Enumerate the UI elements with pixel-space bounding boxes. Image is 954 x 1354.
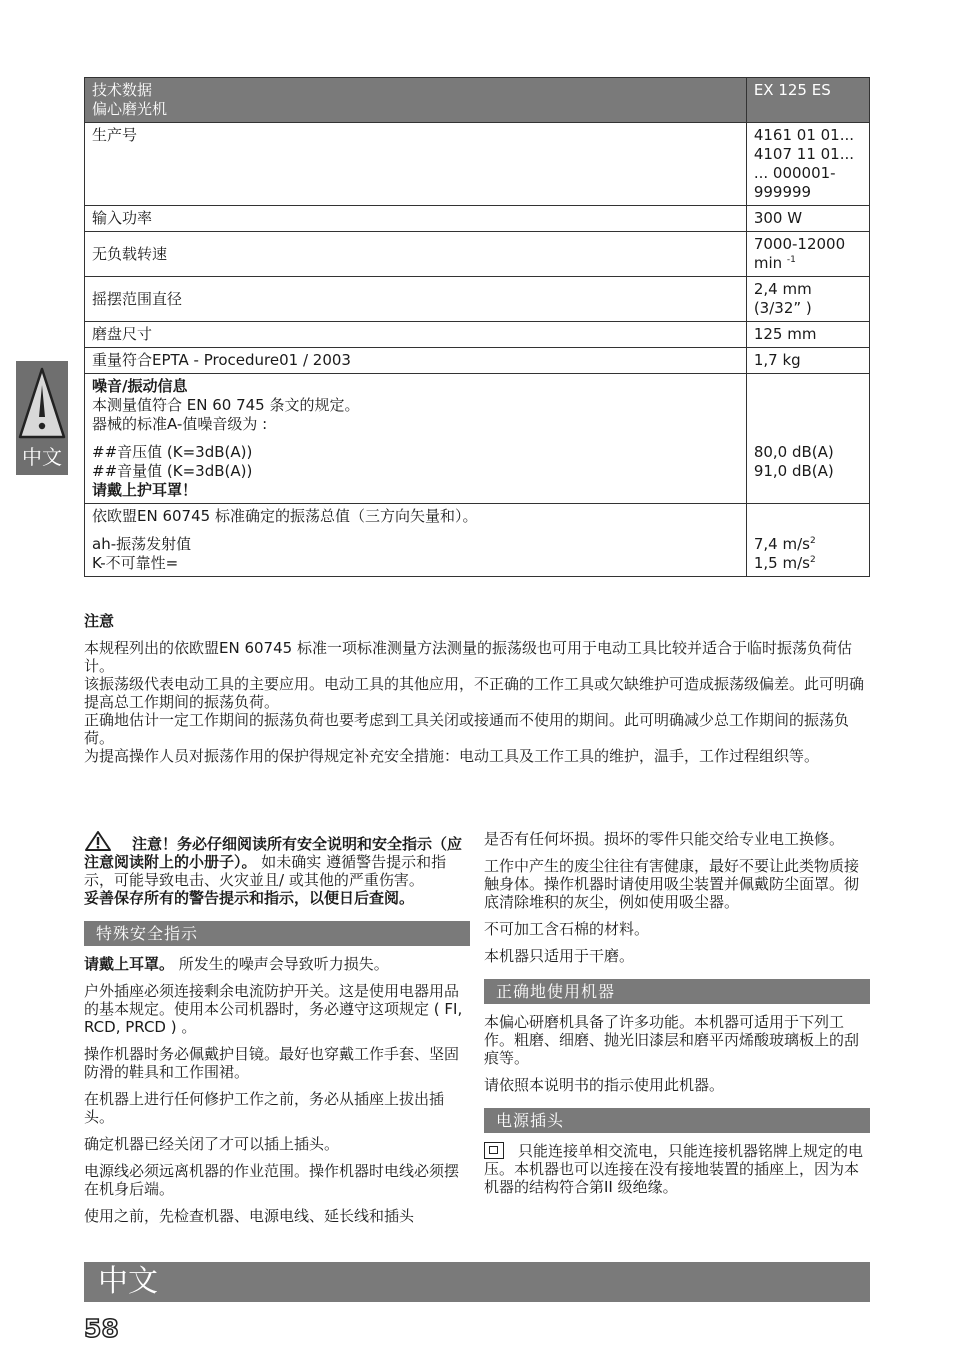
row-value: 1,7 kg bbox=[746, 348, 869, 374]
notes-title: 注意 bbox=[84, 612, 115, 630]
warning-text: 如未确实 遵循警告提示和指示，可能导致电击、火灾並且/ 或其他的严重伤害。 bbox=[84, 853, 447, 889]
row-label bbox=[85, 504, 747, 577]
table-row bbox=[85, 374, 870, 504]
ear-text: 所发生的噪声会导致听力损失。 bbox=[174, 955, 389, 973]
row-label bbox=[85, 374, 747, 504]
row-label: 生产号 bbox=[85, 123, 747, 206]
paragraph: 工作中产生的废尘往往有害健康，最好不要让此类物质接触身体。操作机器时请使用吸尘装置并佩戴防尘面罩。彻底清除堆积的灰尘，例如使用吸尘器。 bbox=[484, 857, 860, 911]
header-subtitle: 偏心磨光机 bbox=[92, 100, 168, 118]
noise-warning: 请戴上护耳罩！ bbox=[92, 481, 198, 499]
row-label: 输入功率 bbox=[85, 206, 747, 232]
row-value bbox=[746, 504, 869, 577]
left-column bbox=[84, 830, 470, 1234]
row-value: 300 W bbox=[746, 206, 869, 232]
value-line: (3/32” ) bbox=[753, 299, 812, 317]
notes-paragraph: 正确地估计一定工作期间的振荡负荷也要考虑到工具关闭或接通而不使用的期间。此可明确减少总工作期间的振荡负荷。 bbox=[84, 711, 850, 747]
paragraph: 在机器上进行任何修护工作之前，务必从插座上拔出插头。 bbox=[84, 1090, 445, 1126]
paragraph bbox=[484, 1142, 870, 1196]
table-header-label bbox=[85, 78, 747, 123]
row-value bbox=[746, 232, 869, 277]
paragraph: 是否有任何坏损。损坏的零件只能交给专业电工换修。 bbox=[484, 830, 845, 848]
noise-line: 本测量值符合 EN 60 745 条文的规定。 bbox=[92, 396, 360, 414]
table-row bbox=[85, 348, 870, 374]
value-line: 7000-12000 bbox=[753, 235, 846, 253]
vibration-line: ah-振荡发射值 bbox=[92, 535, 192, 553]
section-heading-special-safety: 特殊安全指示 bbox=[84, 921, 470, 946]
warning-keep-text: 妥善保存所有的警告提示和指示，以便日后查阅。 bbox=[84, 889, 415, 907]
unit-exponent: -1 bbox=[786, 255, 796, 265]
value-line: 4161 01 01... bbox=[753, 126, 855, 144]
footer-language-bar: 中文 bbox=[84, 1262, 870, 1302]
unit: min bbox=[753, 254, 783, 272]
row-value bbox=[746, 123, 869, 206]
value-line: 80,0 dB(A) bbox=[753, 443, 834, 461]
vibration-line: K-不可靠性= bbox=[92, 554, 179, 572]
page-number: 58 bbox=[84, 1314, 119, 1343]
paragraph: 户外插座必须连接剩余电流防护开关。这是使用电器用品的基本规定。使用本公司机器时，务必遵守这项规定 ( FI, RCD, PRCD ) 。 bbox=[84, 982, 463, 1036]
row-label: 摇摆范围直径 bbox=[85, 277, 747, 322]
safety-warning bbox=[84, 830, 470, 907]
right-column bbox=[484, 830, 870, 1205]
noise-line: ##音量值 (K=3dB(A)) bbox=[92, 462, 253, 480]
paragraph: 请依照本说明书的指示使用此机器。 bbox=[484, 1076, 725, 1094]
warning-triangle-icon bbox=[84, 830, 112, 852]
notes-paragraph: 该振荡级代表电动工具的主要应用。电动工具的其他应用，不正确的工作工具或欠缺维护可造成振荡级偏差。此可明确提高总工作期间的振荡负荷。 bbox=[84, 675, 865, 711]
technical-data-table bbox=[84, 77, 870, 577]
value-line: 91,0 dB(A) bbox=[753, 462, 834, 480]
table-row bbox=[85, 322, 870, 348]
value-line: ... 000001- bbox=[753, 164, 836, 182]
table-row bbox=[85, 206, 870, 232]
unit-exponent: 2 bbox=[809, 555, 816, 565]
value-line: 4107 11 01... bbox=[753, 145, 855, 163]
table-row bbox=[85, 123, 870, 206]
value-line: 2,4 mm bbox=[753, 280, 812, 298]
vib-value: 7,4 m/s bbox=[753, 535, 810, 553]
paragraph: 使用之前，先检查机器、电源电线、延长线和插头 bbox=[84, 1207, 415, 1225]
row-value bbox=[746, 374, 869, 504]
row-value bbox=[746, 277, 869, 322]
notes-paragraph: 为提高操作人员对振荡作用的保护得规定补充安全措施：电动工具及工作工具的维护，温手，工作过程组织等。 bbox=[84, 747, 820, 765]
noise-line: ##音压值 (K=3dB(A)) bbox=[92, 443, 253, 461]
model-name: EX 125 ES bbox=[746, 78, 869, 123]
paragraph: 确定机器已经关闭了才可以插上插头。 bbox=[84, 1135, 340, 1153]
ear-bold-text: 请戴上耳罩。 bbox=[84, 955, 175, 973]
row-label: 无负载转速 bbox=[85, 232, 747, 277]
value-line bbox=[754, 535, 862, 554]
table-row bbox=[85, 504, 870, 577]
paragraph: 本偏心研磨机具备了许多功能。本机器可适用于下列工作。粗磨、细磨、抛光旧漆层和磨平丙烯酸玻璃板上的刮痕等。 bbox=[484, 1013, 860, 1067]
row-value: 125 mm bbox=[746, 322, 869, 348]
language-side-tab bbox=[16, 361, 68, 475]
value-line bbox=[754, 254, 862, 273]
paragraph: 操作机器时务必佩戴护目镜。最好也穿戴工作手套、坚固防滑的鞋具和工作围裙。 bbox=[84, 1045, 460, 1081]
unit-exponent: 2 bbox=[809, 536, 816, 546]
row-label: 重量符合EPTA - Procedure01 / 2003 bbox=[85, 348, 747, 374]
side-tab-label: 中文 bbox=[22, 445, 62, 469]
notes-section bbox=[84, 612, 870, 765]
warning-icon bbox=[18, 365, 66, 441]
paragraph: 电源线必须远离机器的作业范围。操作机器时电线必须摆在机身后端。 bbox=[84, 1162, 460, 1198]
table-row bbox=[85, 232, 870, 277]
double-insulation-icon bbox=[484, 1142, 504, 1159]
noise-line: 器械的标准A-值噪音级为 : bbox=[92, 415, 268, 433]
noise-title: 噪音/振动信息 bbox=[92, 377, 188, 395]
vibration-line: 依欧盟EN 60745 标准确定的振荡总值（三方向矢量和）。 bbox=[92, 507, 478, 525]
plug-text: 只能连接单相交流电，只能连接机器铭牌上规定的电压。本机器也可以连接在没有接地装置的插座上，因为本机器的结构符合第II 级绝缘。 bbox=[484, 1142, 864, 1196]
notes-paragraph: 本规程列出的依欧盟EN 60745 标准一项标准测量方法测量的振荡级也可用于电动工具比较并适合于临时振荡负荷估计。 bbox=[84, 639, 852, 675]
value-line: 999999 bbox=[753, 183, 812, 201]
table-row bbox=[85, 277, 870, 322]
paragraph bbox=[84, 955, 470, 973]
section-heading-intended-use: 正确地使用机器 bbox=[484, 979, 870, 1004]
warning-bold-text: 注意！务必仔细阅读所有安全说明和安全指示（应注意阅读附上的小册子）。 bbox=[84, 835, 463, 871]
value-line bbox=[754, 554, 862, 573]
paragraph: 不可加工含石棉的材料。 bbox=[484, 920, 650, 938]
vib-value: 1,5 m/s bbox=[753, 554, 810, 572]
table-header-row bbox=[85, 78, 870, 123]
paragraph: 本机器只适用于干磨。 bbox=[484, 947, 635, 965]
section-heading-mains-plug: 电源插头 bbox=[484, 1108, 870, 1133]
header-title: 技术数据 bbox=[92, 81, 153, 99]
row-label: 磨盘尺寸 bbox=[85, 322, 747, 348]
